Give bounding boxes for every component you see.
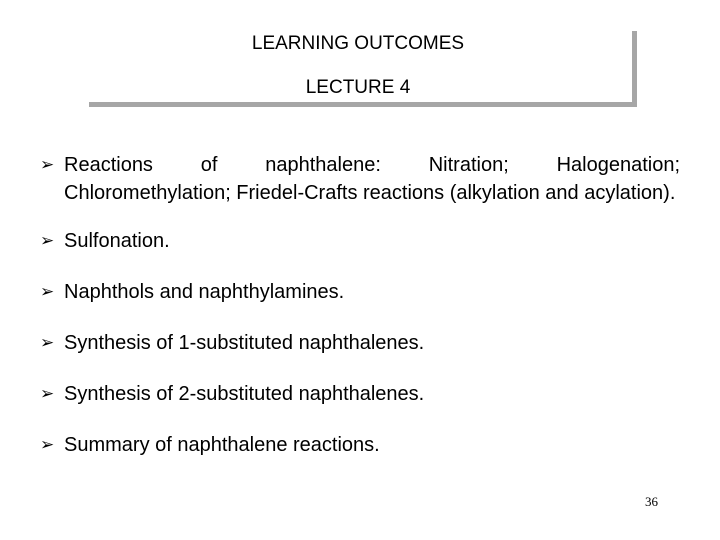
- page-number: 36: [645, 494, 658, 509]
- header-box: [84, 26, 632, 102]
- arrow-bullet-icon: ➢: [40, 282, 55, 302]
- arrow-bullet-icon: ➢: [40, 384, 55, 404]
- list-item: [40, 278, 680, 306]
- lecture-label: LECTURE 4: [305, 77, 411, 98]
- list-item-text: Synthesis of 1-substituted naphthalenes.: [64, 332, 425, 354]
- list-item: [40, 151, 680, 207]
- list-item-text: Reactions of naphthalene: Nitration; Halogenation; Chloromethylation; Friedel-Crafts reactions (alkylation and acylation).: [64, 154, 680, 204]
- arrow-bullet-icon: ➢: [40, 333, 55, 353]
- list-item: [40, 380, 680, 408]
- slide-title: LEARNING OUTCOMES: [251, 33, 465, 54]
- list-item-text: Summary of naphthalene reactions.: [64, 434, 380, 456]
- list-item: [40, 329, 680, 357]
- arrow-bullet-icon: ➢: [40, 435, 55, 455]
- arrow-bullet-icon: ➢: [40, 155, 55, 175]
- learning-outcomes-list: [40, 151, 680, 482]
- list-item-text: Naphthols and naphthylamines.: [64, 281, 345, 303]
- list-item-text: Sulfonation.: [64, 230, 170, 252]
- arrow-bullet-icon: ➢: [40, 231, 55, 251]
- list-item-text: Synthesis of 2-substituted naphthalenes.: [64, 383, 425, 405]
- list-item: [40, 431, 680, 459]
- list-item: [40, 227, 680, 255]
